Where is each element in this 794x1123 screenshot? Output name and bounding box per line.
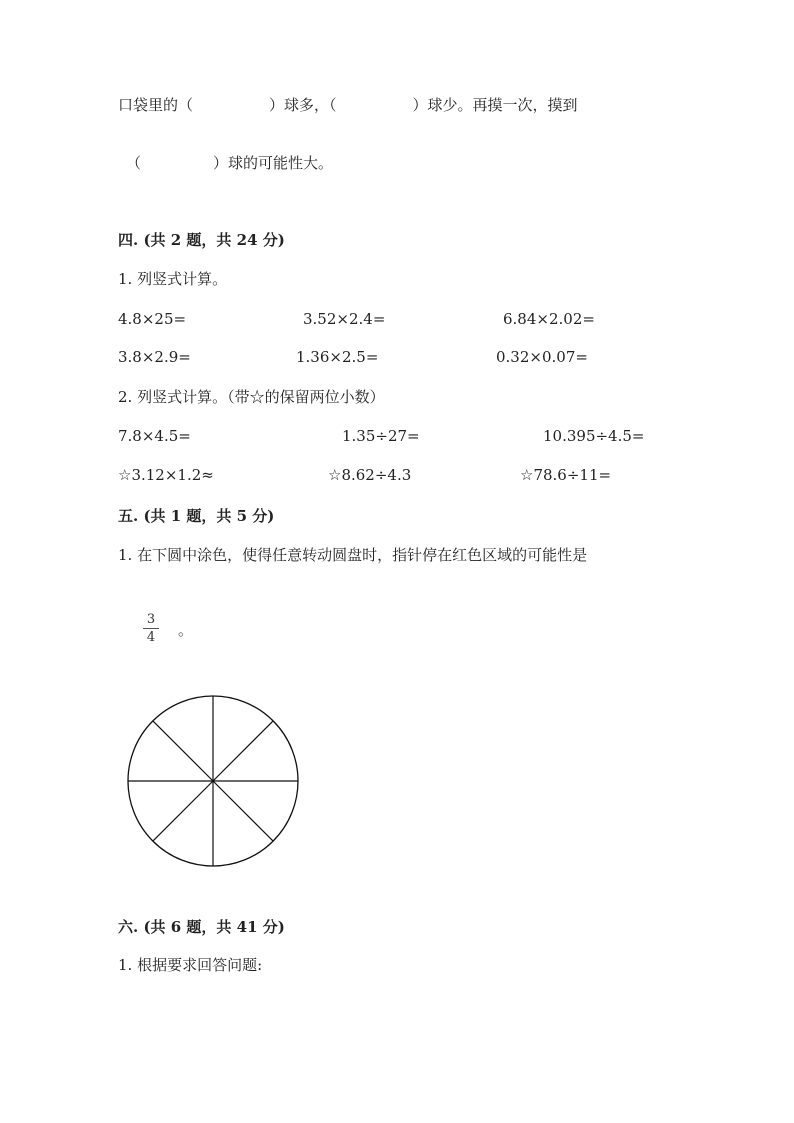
spinner-circle[interactable]: [128, 696, 298, 866]
spinner-sector-divider: [213, 721, 273, 781]
section-5-question-1: 1. 在下圆中涂色，使得任意转动圆盘时，指针停在红色区域的可能性是: [118, 546, 588, 564]
line1-part-c: ）球少。再摸一次，摸到: [412, 96, 578, 114]
line2-part-b: ）球的可能性大。: [213, 154, 334, 172]
line1-part-a: 口袋里的（: [118, 96, 194, 114]
section-4-question-1: 1. 列竖式计算。: [118, 270, 228, 288]
calc-item: 10.395÷4.5=: [543, 427, 645, 445]
line1-part-b: ）球多，（: [269, 96, 337, 114]
calc-item: 1.35÷27=: [342, 427, 420, 445]
calc-item: 0.32×0.07=: [496, 348, 588, 366]
calc-item: ☆8.62÷4.3: [328, 466, 412, 484]
calc-item: ☆3.12×1.2≈: [118, 466, 214, 484]
fraction-period: 。: [178, 621, 194, 639]
spinner-sector-divider: [153, 781, 213, 841]
calc-item: 4.8×25=: [118, 310, 187, 328]
fraction-numerator: 3: [146, 612, 156, 627]
section-6-title: 六. (共 6 题，共 41 分): [118, 918, 285, 936]
fraction-denominator: 4: [146, 630, 156, 645]
calc-item: 7.8×4.5=: [118, 427, 191, 445]
calc-item: 1.36×2.5=: [296, 348, 379, 366]
line2-part-a: （: [126, 154, 142, 172]
section-5-title: 五. (共 1 题，共 5 分): [118, 507, 275, 525]
spinner-sector-divider: [213, 781, 273, 841]
section-4-title: 四. (共 2 题，共 24 分): [118, 231, 285, 249]
spinner-sector-divider: [153, 721, 213, 781]
section-4-question-2: 2. 列竖式计算。（带☆的保留两位小数）: [118, 388, 385, 406]
calc-item: 3.52×2.4=: [303, 310, 386, 328]
calc-item: 3.8×2.9=: [118, 348, 191, 366]
calc-item: ☆78.6÷11=: [520, 466, 612, 484]
section-6-question-1: 1. 根据要求回答问题:: [118, 956, 263, 974]
calc-item: 6.84×2.02=: [503, 310, 595, 328]
